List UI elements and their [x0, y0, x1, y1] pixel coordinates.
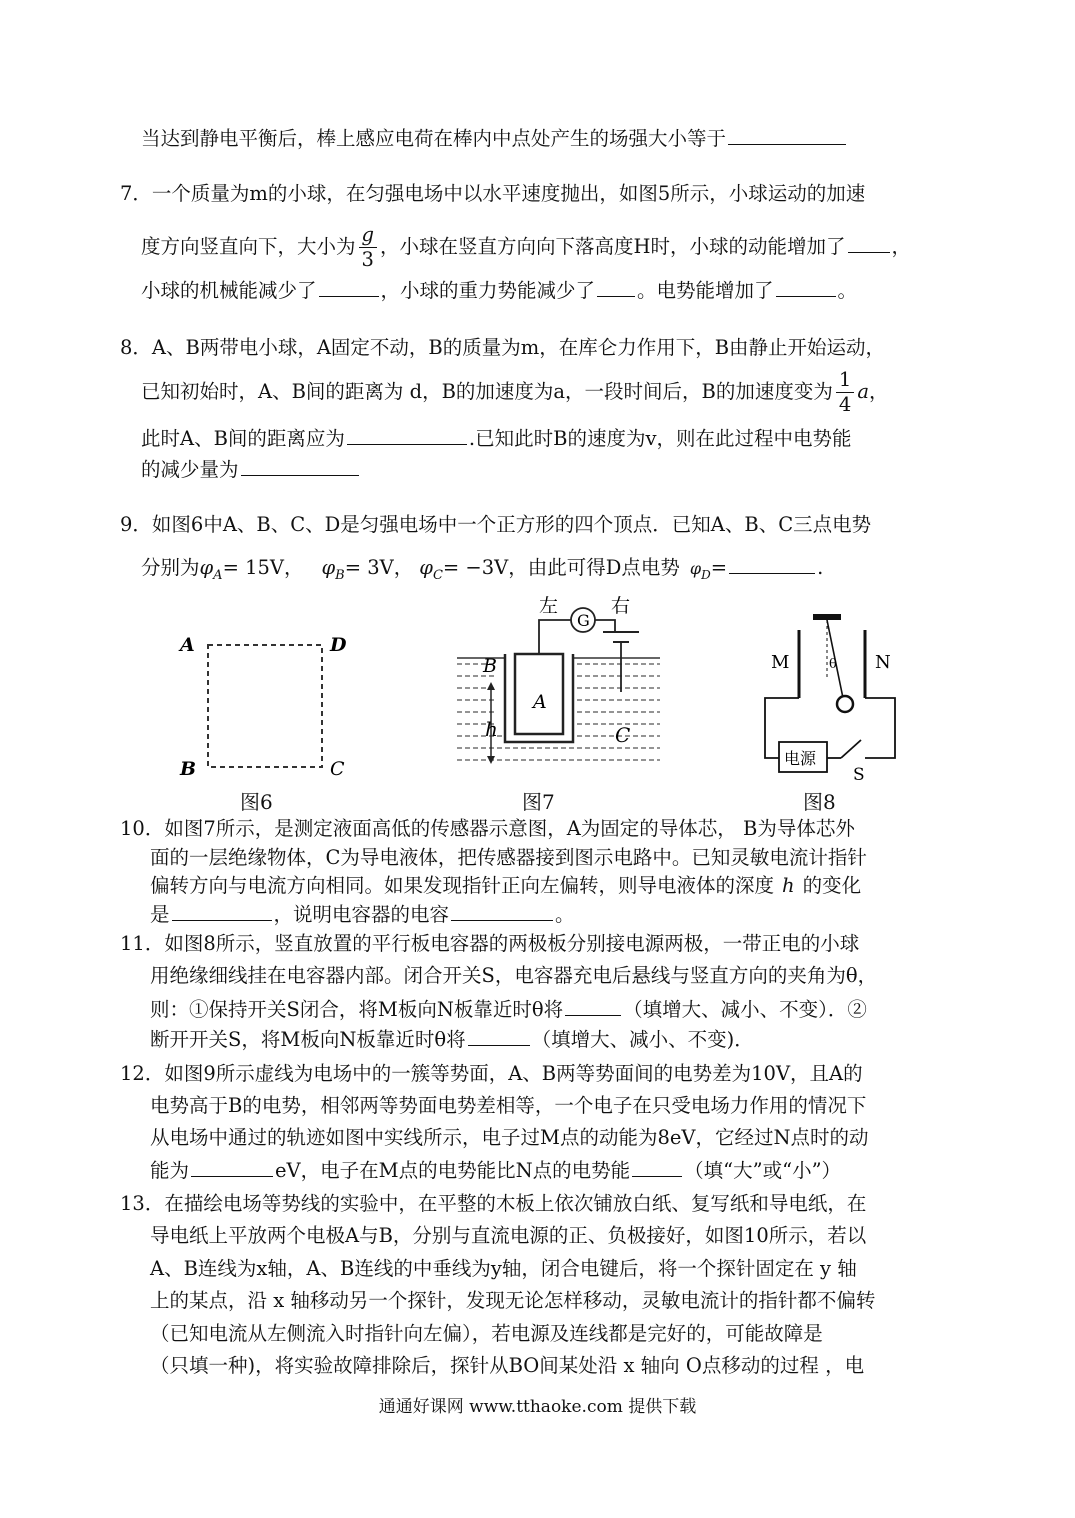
- vertex-C-label: C: [330, 758, 345, 780]
- q13-line-2: [150, 1222, 866, 1250]
- phi-B-value: = 3V: [344, 556, 394, 579]
- wire-left: [539, 620, 573, 654]
- q13-line-6: [150, 1352, 864, 1380]
- answer-blank[interactable]: [729, 553, 815, 574]
- q12-line-1: [120, 1060, 863, 1088]
- q10-line-3: [150, 872, 861, 900]
- answer-blank[interactable]: [468, 1025, 530, 1046]
- answer-blank[interactable]: [451, 900, 553, 921]
- answer-blank[interactable]: [319, 276, 379, 297]
- phi-symbol: φ: [419, 556, 433, 579]
- q9-end: .: [817, 556, 824, 579]
- phi-symbol: φ: [689, 559, 702, 578]
- q13-text-4: 上的某点，沿 x 轴移动另一个探针，发现无论怎样移动，灵敏电流计的指针都不偏转: [150, 1289, 876, 1312]
- q9-line-2: [141, 553, 823, 590]
- q12-text-4c: （填“大”或“小”）: [684, 1159, 842, 1182]
- q13-text-6: （只填一种)，将实验故障排除后，探针从BO间某处沿 x 轴向 O点移动的过程 ，电: [150, 1354, 865, 1377]
- fraction-g-over-3: [359, 223, 377, 272]
- fraction-numerator: g: [359, 223, 377, 248]
- q13-line-4: [150, 1287, 875, 1315]
- answer-blank[interactable]: [565, 995, 621, 1016]
- q9-text-1: 9．如图6中A、B、C、D是匀强电场中一个正方形的四个顶点．已知A、B、C三点电势: [120, 513, 872, 536]
- q13-text-2: 导电纸上平放两个电极A与B，分别与直流电源的正、负极接好，如图10所示，若以: [150, 1224, 867, 1247]
- figure-7: [455, 592, 665, 782]
- equals-sign: =: [710, 556, 728, 579]
- arrow-head-up: [487, 682, 495, 690]
- q11-line-2: [150, 962, 877, 990]
- label-h: h: [485, 717, 498, 741]
- q10-text-2: 面的一层绝缘物体，C为导电液体，把传感器接到图示电路中。已知灵敏电流计指针: [150, 846, 867, 869]
- q12-line-2: [150, 1092, 866, 1120]
- label-M: M: [771, 652, 790, 673]
- q8-text-3b: .已知此时B的速度为v，则在此过程中电势能: [468, 427, 852, 450]
- q10-text-4c: 。: [555, 903, 575, 926]
- q7-line-3: [141, 276, 857, 305]
- q10-text-4b: ，说明电容器的电容: [273, 903, 450, 926]
- subscript-B: B: [335, 567, 345, 583]
- q11-line-3: [150, 995, 867, 1024]
- switch-label: S: [853, 765, 865, 780]
- q7-line-2: [141, 222, 911, 272]
- vertex-B-label: B: [180, 758, 197, 780]
- q8-line-4: [141, 455, 361, 484]
- q8-line-2: [141, 366, 888, 418]
- q9-text-2b: ，由此可得D点电势: [508, 556, 680, 579]
- q12-text-4b: eV，电子在M点的电势能比N点的电势能: [275, 1159, 631, 1182]
- q11-text-1: 11．如图8所示，竖直放置的平行板电容器的两极板分别接电源两极，一带正电的小球: [120, 932, 860, 955]
- q7-text-3c: 。电势能增加了: [637, 279, 774, 302]
- q12-line-3: [150, 1124, 869, 1152]
- q10-line-4: [150, 900, 575, 929]
- figure-6-caption: 图6: [240, 790, 273, 814]
- wire-N: [865, 698, 895, 758]
- vertex-A-label: A: [180, 634, 195, 656]
- q10-text-1: 10．如图7所示，是测定液面高低的传感器示意图，A为固定的导体芯， B为导体芯外: [120, 817, 855, 840]
- label-B: B: [483, 655, 497, 677]
- q13-text-1: 13．在描绘电场等势线的实验中，在平整的木板上依次铺放白纸、复写纸和导电纸，在: [120, 1192, 867, 1215]
- fraction-numerator: 1: [836, 368, 854, 393]
- dashed-square: [208, 645, 322, 767]
- left-label: 左: [539, 595, 559, 617]
- fraction-one-quarter: [836, 368, 854, 417]
- right-label: 右: [611, 595, 631, 617]
- phi-symbol: φ: [321, 556, 336, 579]
- answer-blank[interactable]: [848, 232, 890, 253]
- q7-text-3b: ，小球的重力势能减少了: [380, 279, 596, 302]
- q13-line-3: [150, 1255, 857, 1283]
- q11-text-3a: 则：①保持开关S闭合，将M板向N板靠近时θ将: [150, 998, 564, 1021]
- q8-text-3a: 此时A、B间的距离应为: [141, 427, 345, 450]
- q8-line-1: [120, 334, 885, 362]
- q10-line-2: [150, 844, 867, 872]
- fraction-denominator: 4: [838, 393, 852, 416]
- q13-text-3: A、B连线为x轴，A、B连线的中垂线为y轴，闭合电键后，将一个探针固定在 y 轴: [150, 1257, 857, 1280]
- q11-text-4b: （填增大、减小、不变)．: [531, 1028, 754, 1051]
- separator: ，: [284, 556, 304, 579]
- charged-ball: [837, 696, 853, 712]
- galvanometer-label: G: [577, 611, 590, 630]
- ceiling-mount: [813, 614, 841, 620]
- answer-blank[interactable]: [241, 455, 359, 476]
- theta-label: θ: [829, 657, 837, 672]
- page-footer: 通通好课网 www.tthaoke.com 提供下载: [378, 1397, 697, 1417]
- label-N: N: [875, 652, 891, 673]
- q8-text-1: 8．A、B两带电小球，A固定不动，B的质量为m，在库仑力作用下，B由静止开始运动，: [120, 336, 886, 359]
- phi-symbol: φ: [199, 556, 214, 579]
- variable-a: a: [857, 380, 869, 403]
- answer-blank[interactable]: [347, 424, 467, 445]
- q7-text-2a: 度方向竖直向下，大小为: [141, 235, 356, 258]
- subscript-A: A: [213, 567, 223, 583]
- answer-blank[interactable]: [776, 276, 836, 297]
- q10-line-1: [120, 815, 855, 843]
- subscript-D: D: [701, 567, 711, 582]
- q8-text-4: 的减少量为: [141, 458, 239, 481]
- q7-text-1: 7．一个质量为m的小球，在匀强电场中以水平速度抛出，如图5所示，小球运动的加速: [120, 182, 866, 205]
- vertex-D-label: D: [330, 634, 347, 656]
- figure-6: [170, 625, 370, 785]
- q7-text-3a: 小球的机械能减少了: [141, 279, 317, 302]
- q9-text-2a: 分别为: [141, 556, 200, 579]
- q10-text-3a: 偏转方向与电流方向相同。如果发现指针正向左偏转，则导电液体的深度: [150, 874, 775, 897]
- q13-line-1: [120, 1190, 866, 1218]
- q12-text-1: 12．如图9所示虚线为电场中的一簇等势面，A、B两等势面间的电势差为10V，且A的: [120, 1062, 863, 1085]
- answer-blank[interactable]: [632, 1156, 682, 1177]
- fraction-denominator: 3: [361, 248, 374, 271]
- figure-8-caption: 图8: [803, 790, 836, 814]
- q8-text-2a: 已知初始时，A、B间的距离为 d，B的加速度为a，一段时间后，B的加速度变为: [141, 380, 833, 403]
- q11-text-2: 用绝缘细线挂在电容器内部。闭合开关S，电容器充电后悬线与竖直方向的夹角为θ，: [150, 964, 878, 987]
- answer-blank[interactable]: [191, 1156, 273, 1177]
- figure-8: [755, 610, 905, 780]
- q7-line-1: [120, 180, 865, 208]
- q7-text-3d: 。: [837, 279, 858, 302]
- q12-text-2: 电势高于B的电势，相邻两等势面电势差相等，一个电子在只受电场力作用的情况下: [150, 1094, 867, 1117]
- label-A: A: [533, 691, 547, 713]
- q11-line-4: [150, 1025, 754, 1054]
- q13-line-5: [150, 1320, 823, 1348]
- q12-line-4: [150, 1156, 841, 1185]
- q8-line-3: [141, 424, 851, 453]
- q7-text-2b: ，小球在竖直方向向下落高度H时，小球的动能增加了: [380, 235, 846, 258]
- variable-h: h: [782, 874, 795, 897]
- label-C: C: [615, 723, 631, 747]
- q8-text-2b: ，: [868, 380, 889, 403]
- wire-right: [595, 620, 615, 632]
- phi-A-value: = 15V: [222, 556, 284, 579]
- q7-text-2c: ，: [891, 235, 912, 258]
- answer-blank[interactable]: [597, 276, 635, 297]
- q6-text: 当达到静电平衡后，棒上感应电荷在棒内中点处产生的场强大小等于: [141, 127, 727, 150]
- q12-text-4a: 能为: [150, 1159, 190, 1182]
- answer-blank[interactable]: [172, 900, 272, 921]
- q10-text-3b: 的变化: [802, 874, 862, 897]
- phi-C-value: = −3V: [442, 556, 509, 579]
- separator: ，: [393, 556, 414, 579]
- figure-7-caption: 图7: [522, 790, 555, 814]
- q11-text-4a: 断开开关S，将M板向N板靠近时θ将: [150, 1028, 466, 1051]
- q11-text-3b: （填增大、减小、不变）．②: [623, 998, 867, 1021]
- q9-line-1: [120, 511, 871, 539]
- switch-S[interactable]: [841, 740, 861, 758]
- q10-text-4a: 是: [150, 903, 170, 926]
- subscript-C: C: [432, 567, 443, 583]
- q11-line-1: [120, 930, 859, 958]
- q12-text-3: 从电场中通过的轨迹如图中实线所示，电子过M点的动能为8eV，它经过N点时的动: [150, 1126, 869, 1149]
- q6-line: [141, 124, 848, 153]
- answer-blank[interactable]: [728, 124, 846, 145]
- q13-text-5: （已知电流从左侧流入时指针向左偏），若电源及连线都是完好的，可能故障是: [150, 1322, 823, 1345]
- power-source-label: 电源: [784, 749, 817, 768]
